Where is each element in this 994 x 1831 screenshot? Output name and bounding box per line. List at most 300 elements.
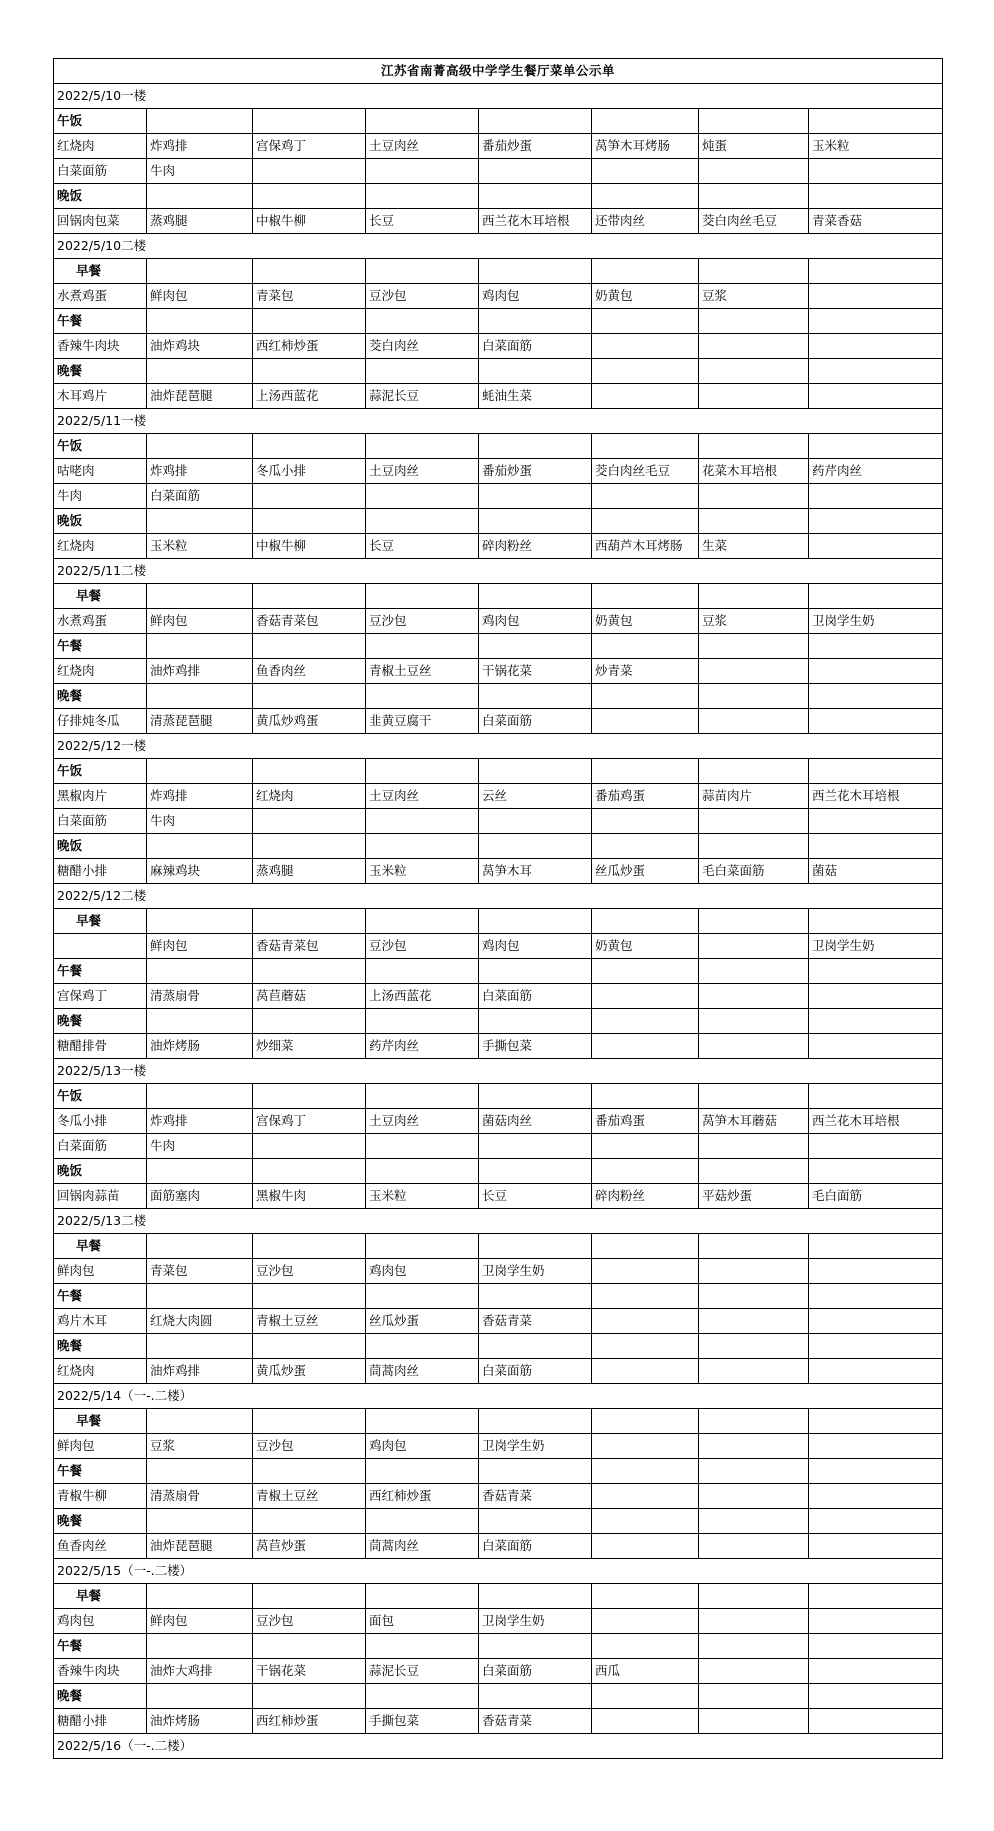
dish-cell: 宫保鸡丁: [253, 1109, 366, 1134]
empty-cell: [479, 109, 592, 134]
meal-header-row: [54, 1334, 943, 1359]
meal-header-row: [54, 184, 943, 209]
meal-header-row: [54, 1084, 943, 1109]
dish-row: [54, 1434, 943, 1459]
empty-cell: [479, 1009, 592, 1034]
empty-cell: [809, 1509, 943, 1534]
empty-cell: [479, 434, 592, 459]
dish-cell: 鲜肉包: [147, 1609, 253, 1634]
dish-row: [54, 809, 943, 834]
dish-cell: 鸡肉包: [479, 934, 592, 959]
dish-cell: 油炸鸡排: [147, 659, 253, 684]
dish-cell: 炒细菜: [253, 1034, 366, 1059]
dish-cell: 玉米粒: [147, 534, 253, 559]
dish-cell: 青菜包: [147, 1259, 253, 1284]
dish-row: [54, 1109, 943, 1134]
empty-cell: [592, 1259, 699, 1284]
date-row: [54, 1384, 943, 1409]
empty-cell: [592, 1234, 699, 1259]
meal-header-row: [54, 1684, 943, 1709]
empty-cell: [147, 1009, 253, 1034]
empty-cell: [253, 634, 366, 659]
empty-cell: [809, 184, 943, 209]
empty-cell: [479, 184, 592, 209]
meal-header-row: [54, 759, 943, 784]
date-row: [54, 884, 943, 909]
meal-label: 晚餐: [54, 1334, 147, 1359]
meal-label: 晚餐: [54, 1684, 147, 1709]
empty-cell: [809, 634, 943, 659]
dish-cell: 菌菇肉丝: [479, 1109, 592, 1134]
dish-cell: 麻辣鸡块: [147, 859, 253, 884]
dish-cell: 香菇青菜: [479, 1309, 592, 1334]
meal-label: 早餐: [54, 909, 147, 934]
empty-cell: [253, 684, 366, 709]
dish-cell: 面筋塞肉: [147, 1184, 253, 1209]
dish-cell: 卫岗学生奶: [809, 609, 943, 634]
dish-row: [54, 284, 943, 309]
dish-cell: 白菜面筋: [54, 159, 147, 184]
empty-cell: [699, 1534, 809, 1559]
meal-label: 午饭: [54, 759, 147, 784]
dish-cell: 鲜肉包: [147, 934, 253, 959]
dish-cell: 香菇青菜: [479, 1709, 592, 1734]
empty-cell: [699, 434, 809, 459]
empty-cell: [147, 509, 253, 534]
empty-cell: [147, 259, 253, 284]
empty-cell: [147, 309, 253, 334]
meal-header-row: [54, 434, 943, 459]
dish-cell: 油炸大鸡排: [147, 1659, 253, 1684]
empty-cell: [809, 1309, 943, 1334]
dish-cell: 咕咾肉: [54, 459, 147, 484]
empty-cell: [699, 1484, 809, 1509]
empty-cell: [147, 1459, 253, 1484]
dish-cell: 土豆肉丝: [366, 459, 479, 484]
empty-cell: [592, 359, 699, 384]
dish-cell: 面包: [366, 1609, 479, 1634]
dish-cell: 青椒土豆丝: [253, 1309, 366, 1334]
meal-header-row: [54, 1409, 943, 1434]
date-row: [54, 409, 943, 434]
dish-cell: 黑椒牛肉: [253, 1184, 366, 1209]
empty-cell: [479, 1234, 592, 1259]
dish-cell: 番茄鸡蛋: [592, 784, 699, 809]
dish-cell: 黄瓜炒鸡蛋: [253, 709, 366, 734]
empty-cell: [592, 1159, 699, 1184]
empty-cell: [809, 1534, 943, 1559]
dish-row: [54, 859, 943, 884]
empty-cell: [366, 809, 479, 834]
empty-cell: [366, 309, 479, 334]
dish-cell: 豆沙包: [253, 1609, 366, 1634]
dish-cell: 白菜面筋: [479, 1359, 592, 1384]
empty-cell: [366, 1084, 479, 1109]
dish-cell: 鱼香肉丝: [253, 659, 366, 684]
dish-cell: 西红柿炒蛋: [253, 334, 366, 359]
empty-cell: [147, 759, 253, 784]
meal-header-row: [54, 1634, 943, 1659]
dish-cell: 玉米粒: [366, 859, 479, 884]
meal-header-row: [54, 259, 943, 284]
dish-cell: 土豆肉丝: [366, 1109, 479, 1134]
meal-header-row: [54, 1234, 943, 1259]
date-row: [54, 734, 943, 759]
dish-row: [54, 1359, 943, 1384]
empty-cell: [147, 1084, 253, 1109]
empty-cell: [699, 1709, 809, 1734]
empty-cell: [147, 184, 253, 209]
empty-cell: [253, 1409, 366, 1434]
empty-cell: [699, 759, 809, 784]
empty-cell: [592, 1459, 699, 1484]
empty-cell: [366, 1009, 479, 1034]
empty-cell: [592, 709, 699, 734]
empty-cell: [253, 909, 366, 934]
dish-cell: 鸡肉包: [479, 609, 592, 634]
dish-row: [54, 159, 943, 184]
empty-cell: [699, 1409, 809, 1434]
empty-cell: [809, 259, 943, 284]
dish-cell: 油炸烤肠: [147, 1034, 253, 1059]
dish-cell: 红烧肉: [253, 784, 366, 809]
empty-cell: [253, 584, 366, 609]
dish-cell: 西葫芦木耳烤肠: [592, 534, 699, 559]
empty-cell: [366, 359, 479, 384]
empty-cell: [699, 634, 809, 659]
date-label: 2022/5/14（一-.二楼）: [54, 1384, 943, 1409]
dish-cell: 白菜面筋: [54, 809, 147, 834]
empty-cell: [809, 1634, 943, 1659]
empty-cell: [809, 1609, 943, 1634]
meal-header-row: [54, 584, 943, 609]
dish-cell: 莴笋木耳: [479, 859, 592, 884]
empty-cell: [809, 834, 943, 859]
empty-cell: [809, 1284, 943, 1309]
dish-row: [54, 784, 943, 809]
dish-cell: 莴苣炒蛋: [253, 1534, 366, 1559]
dish-cell: 干锅花菜: [253, 1659, 366, 1684]
dish-cell: 水煮鸡蛋: [54, 609, 147, 634]
empty-cell: [147, 1634, 253, 1659]
empty-cell: [592, 909, 699, 934]
dish-cell: 冬瓜小排: [54, 1109, 147, 1134]
dish-cell: 药芹肉丝: [809, 459, 943, 484]
dish-row: [54, 334, 943, 359]
meal-label: 早餐: [54, 259, 147, 284]
meal-header-row: [54, 1584, 943, 1609]
empty-cell: [699, 384, 809, 409]
empty-cell: [54, 934, 147, 959]
date-label: 2022/5/10一楼: [54, 84, 943, 109]
empty-cell: [699, 1084, 809, 1109]
empty-cell: [366, 484, 479, 509]
empty-cell: [699, 1434, 809, 1459]
empty-cell: [699, 1584, 809, 1609]
meal-header-row: [54, 309, 943, 334]
dish-cell: 西兰花木耳培根: [479, 209, 592, 234]
empty-cell: [699, 1009, 809, 1034]
empty-cell: [699, 1034, 809, 1059]
dish-cell: 卫岗学生奶: [479, 1434, 592, 1459]
dish-cell: 香辣牛肉块: [54, 334, 147, 359]
dish-row: [54, 1259, 943, 1284]
empty-cell: [592, 1334, 699, 1359]
dish-row: [54, 1309, 943, 1334]
empty-cell: [366, 1159, 479, 1184]
empty-cell: [809, 1484, 943, 1509]
empty-cell: [592, 309, 699, 334]
dish-cell: 油炸鸡排: [147, 1359, 253, 1384]
meal-header-row: [54, 509, 943, 534]
dish-cell: 糖醋排骨: [54, 1034, 147, 1059]
empty-cell: [147, 834, 253, 859]
empty-cell: [592, 1009, 699, 1034]
empty-cell: [253, 1134, 366, 1159]
empty-cell: [366, 1684, 479, 1709]
empty-cell: [479, 1334, 592, 1359]
dish-cell: 豆浆: [699, 284, 809, 309]
meal-label: 午餐: [54, 959, 147, 984]
empty-cell: [253, 159, 366, 184]
empty-cell: [253, 1334, 366, 1359]
menu-sheet: [53, 58, 942, 1759]
meal-header-row: [54, 959, 943, 984]
empty-cell: [699, 984, 809, 1009]
empty-cell: [699, 509, 809, 534]
empty-cell: [809, 1359, 943, 1384]
dish-cell: 长豆: [479, 1184, 592, 1209]
empty-cell: [479, 1284, 592, 1309]
empty-cell: [479, 484, 592, 509]
dish-cell: 油炸鸡块: [147, 334, 253, 359]
empty-cell: [253, 184, 366, 209]
empty-cell: [253, 809, 366, 834]
dish-cell: 奶黄包: [592, 609, 699, 634]
dish-cell: 茭白肉丝: [366, 334, 479, 359]
empty-cell: [366, 1634, 479, 1659]
empty-cell: [809, 584, 943, 609]
dish-cell: 番茄鸡蛋: [592, 1109, 699, 1134]
meal-header-row: [54, 684, 943, 709]
empty-cell: [366, 1334, 479, 1359]
empty-cell: [699, 934, 809, 959]
meal-label: 早餐: [54, 584, 147, 609]
dish-cell: 糖醋小排: [54, 1709, 147, 1734]
dish-cell: 蒸鸡腿: [253, 859, 366, 884]
empty-cell: [592, 1634, 699, 1659]
meal-header-row: [54, 1159, 943, 1184]
dish-cell: 牛肉: [147, 1134, 253, 1159]
dish-row: [54, 1034, 943, 1059]
empty-cell: [592, 1134, 699, 1159]
dish-cell: 鲜肉包: [54, 1434, 147, 1459]
dish-row: [54, 209, 943, 234]
meal-label: 午饭: [54, 109, 147, 134]
empty-cell: [479, 509, 592, 534]
empty-cell: [809, 1084, 943, 1109]
empty-cell: [366, 1509, 479, 1534]
empty-cell: [809, 1409, 943, 1434]
empty-cell: [253, 434, 366, 459]
empty-cell: [592, 1034, 699, 1059]
empty-cell: [592, 184, 699, 209]
dish-cell: 茭白肉丝毛豆: [699, 209, 809, 234]
empty-cell: [592, 1709, 699, 1734]
dish-row: [54, 1184, 943, 1209]
dish-row: [54, 384, 943, 409]
empty-cell: [809, 434, 943, 459]
dish-cell: 豆沙包: [366, 934, 479, 959]
empty-cell: [809, 959, 943, 984]
dish-cell: 上汤西蓝花: [366, 984, 479, 1009]
empty-cell: [592, 384, 699, 409]
empty-cell: [592, 809, 699, 834]
dish-cell: 碎肉粉丝: [592, 1184, 699, 1209]
dish-cell: 牛肉: [147, 159, 253, 184]
dish-cell: 毛白菜面筋: [699, 859, 809, 884]
dish-cell: 西兰花木耳培根: [809, 784, 943, 809]
dish-cell: 蒸鸡腿: [147, 209, 253, 234]
empty-cell: [699, 1359, 809, 1384]
empty-cell: [699, 1134, 809, 1159]
dish-cell: 香菇青菜包: [253, 609, 366, 634]
empty-cell: [809, 1259, 943, 1284]
empty-cell: [479, 1584, 592, 1609]
date-row: [54, 1559, 943, 1584]
empty-cell: [253, 1459, 366, 1484]
dish-cell: 冬瓜小排: [253, 459, 366, 484]
empty-cell: [809, 1034, 943, 1059]
empty-cell: [699, 659, 809, 684]
empty-cell: [809, 809, 943, 834]
meal-header-row: [54, 1459, 943, 1484]
empty-cell: [147, 634, 253, 659]
dish-cell: 宫保鸡丁: [253, 134, 366, 159]
dish-row: [54, 709, 943, 734]
dish-row: [54, 1659, 943, 1684]
empty-cell: [366, 184, 479, 209]
dish-cell: 卫岗学生奶: [809, 934, 943, 959]
empty-cell: [253, 109, 366, 134]
empty-cell: [253, 1234, 366, 1259]
dish-cell: 干锅花菜: [479, 659, 592, 684]
empty-cell: [809, 1709, 943, 1734]
date-label: 2022/5/11二楼: [54, 559, 943, 584]
dish-cell: 青椒牛柳: [54, 1484, 147, 1509]
empty-cell: [366, 959, 479, 984]
empty-cell: [699, 584, 809, 609]
dish-cell: 油炸琵琶腿: [147, 384, 253, 409]
empty-cell: [592, 509, 699, 534]
empty-cell: [592, 1409, 699, 1434]
empty-cell: [592, 1084, 699, 1109]
date-row: [54, 1209, 943, 1234]
dish-cell: 白菜面筋: [54, 1134, 147, 1159]
empty-cell: [592, 1609, 699, 1634]
meal-label: 午餐: [54, 1634, 147, 1659]
dish-row: [54, 659, 943, 684]
dish-cell: 茭白肉丝毛豆: [592, 459, 699, 484]
empty-cell: [592, 584, 699, 609]
empty-cell: [592, 834, 699, 859]
dish-cell: 生菜: [699, 534, 809, 559]
empty-cell: [809, 1434, 943, 1459]
date-label: 2022/5/12一楼: [54, 734, 943, 759]
empty-cell: [809, 1234, 943, 1259]
empty-cell: [147, 1284, 253, 1309]
empty-cell: [809, 759, 943, 784]
date-row: [54, 559, 943, 584]
dish-cell: 豆浆: [147, 1434, 253, 1459]
empty-cell: [699, 834, 809, 859]
empty-cell: [699, 359, 809, 384]
empty-cell: [592, 984, 699, 1009]
dish-cell: 牛肉: [147, 809, 253, 834]
dish-cell: 鱼香肉丝: [54, 1534, 147, 1559]
dish-cell: 花菜木耳培根: [699, 459, 809, 484]
dish-cell: 蒜泥长豆: [366, 1659, 479, 1684]
empty-cell: [147, 1234, 253, 1259]
meal-label: 午饭: [54, 434, 147, 459]
empty-cell: [809, 309, 943, 334]
dish-cell: 药芹肉丝: [366, 1034, 479, 1059]
empty-cell: [479, 1134, 592, 1159]
empty-cell: [366, 584, 479, 609]
meal-header-row: [54, 834, 943, 859]
dish-row: [54, 1609, 943, 1634]
empty-cell: [699, 1284, 809, 1309]
empty-cell: [699, 1609, 809, 1634]
dish-cell: 平菇炒蛋: [699, 1184, 809, 1209]
dish-cell: 白菜面筋: [147, 484, 253, 509]
meal-label: 晚餐: [54, 359, 147, 384]
empty-cell: [366, 834, 479, 859]
empty-cell: [147, 1684, 253, 1709]
empty-cell: [366, 159, 479, 184]
meal-label: 晚餐: [54, 684, 147, 709]
dish-cell: 鸡肉包: [366, 1434, 479, 1459]
empty-cell: [253, 1084, 366, 1109]
empty-cell: [147, 1409, 253, 1434]
meal-header-row: [54, 109, 943, 134]
dish-cell: 还带肉丝: [592, 209, 699, 234]
meal-header-row: [54, 359, 943, 384]
meal-label: 晚餐: [54, 1009, 147, 1034]
date-row: [54, 234, 943, 259]
empty-cell: [809, 484, 943, 509]
empty-cell: [479, 309, 592, 334]
date-label: 2022/5/11一楼: [54, 409, 943, 434]
empty-cell: [592, 1584, 699, 1609]
empty-cell: [366, 1584, 479, 1609]
date-label: 2022/5/16（一-.二楼）: [54, 1734, 943, 1759]
dish-cell: 宫保鸡丁: [54, 984, 147, 1009]
dish-cell: 炸鸡排: [147, 459, 253, 484]
meal-label: 早餐: [54, 1409, 147, 1434]
meal-label: 午餐: [54, 309, 147, 334]
empty-cell: [809, 709, 943, 734]
dish-cell: 茼蒿肉丝: [366, 1534, 479, 1559]
dish-cell: 炸鸡排: [147, 134, 253, 159]
dish-cell: 豆沙包: [366, 609, 479, 634]
dish-cell: 莴苣蘑菇: [253, 984, 366, 1009]
meal-label: 午饭: [54, 1084, 147, 1109]
empty-cell: [592, 1484, 699, 1509]
empty-cell: [147, 1159, 253, 1184]
empty-cell: [809, 909, 943, 934]
dish-cell: 云丝: [479, 784, 592, 809]
